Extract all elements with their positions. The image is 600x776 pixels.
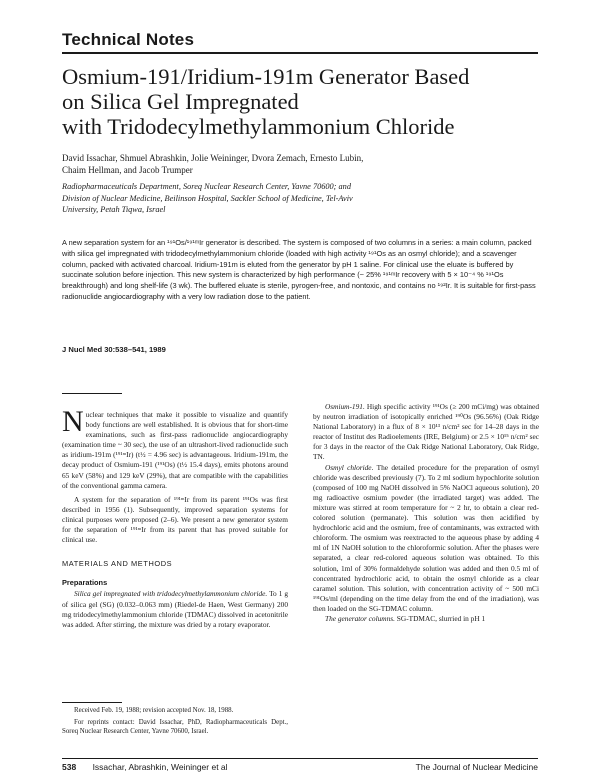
prep-text: To 1 g of silica gel (SG) (0.032–0.063 mm) (Riedel-de Haen, West Germany) 200 mg tridodecylmethylammonium chloride (TDMAC) dissolved in acetonitrile was added. After stirring, the mixture was dried by a rotary evaporator. <box>62 589 288 629</box>
page-footer <box>62 762 538 772</box>
right-column <box>313 402 539 624</box>
author-list <box>62 152 532 176</box>
affiliation <box>62 181 502 216</box>
running-head: Issachar, Abrashkin, Weininger et al <box>92 762 228 772</box>
affiliation-line: Radiopharmaceuticals Department, Soreq Nuclear Research Center, Yavne 70600; and <box>62 182 351 191</box>
preparations-heading: Preparations <box>62 578 108 588</box>
journal-name: The Journal of Nuclear Medicine <box>415 762 538 772</box>
footnote-reprints: For reprints contact: David Issachar, PhD, Radiopharmaceuticals Dept., Soreq Nuclear Research Center, Yavne 70600, Israel. <box>62 718 288 735</box>
prep-paragraph <box>62 589 288 629</box>
generator-lead: The generator columns. <box>325 613 395 623</box>
osmyl-paragraph <box>313 463 539 614</box>
title-line: on Silica Gel Impregnated <box>62 89 299 114</box>
footnotes <box>62 706 288 739</box>
osmyl-text: The detailed procedure for the preparation of osmyl chloride was described previously (7). To 2 ml sodium hypochlorite solution (composed of 100 mg NaOH dissolved in 5% NaOCl aqueous solution), 20 mg radioactive osmium powder (the irradiated target) was added. The mixture was stirred at room temperature for ~ 2 hr, to obtain a clear red-colored solution (permanate). This solution was then acidified by hydrochloric acid and the osmium, free of contaminants, was extracted with chloroform. The osmium was reextracted to the aqueous phase by adding 4 ml of 1N NaOH solution to the chloroformic solution. After the phases were separated, a clear red-colored aqueous solution was obtained. To this solution, 1ml of 30% formaldehyde solution was added and then 0.5 ml of concentrated hydrochloric acid, to obtain the osmyl chloride as a clear caramel solution. This solution, with concentration activity of ~ 500 mCi ¹⁹¹Os/ml (depending on the time delay from the end of the irradiation), was then loaded on the SG-TDMAC column. <box>313 462 539 613</box>
methods-heading: MATERIALS AND METHODS <box>62 559 173 569</box>
top-rule <box>62 52 538 54</box>
left-column <box>62 405 288 630</box>
affiliation-line: University, Petah Tiqwa, Israel <box>62 205 166 214</box>
title-line: Osmium-191/Iridium-191m Generator Based <box>62 64 470 89</box>
osmyl-lead: Osmyl chloride. <box>325 462 374 472</box>
footnote-received: Received Feb. 19, 1988; revision accepted Nov. 18, 1988. <box>74 707 234 714</box>
osmium-lead: Osmium-191. <box>325 402 365 411</box>
intro-text: uclear techniques that make it possible to visualize and quantify body functions are well established. It is obvious that for short-time examinations, such as first-pass radionuclide angiocardiography (examination time ~ 30 sec), the use of an ultrashort-lived radionuclide such as iridium-191m (¹⁹¹ᵐIr) (t½ = 4.96 sec) is advantageous. Iridium-191m, the decay product of Osmium-191 (¹⁹¹Os) (t½ 15.4 days), emits photons around 65 keV (58%) and 129 keV (29%), that are compatible with the capabilities of the conventional gamma camera. <box>62 410 288 490</box>
osmium-text: High specific activity ¹⁹¹Os (≥ 200 mCi/mg) was obtained by neutron irradiation of isotopically enriched ¹⁹⁰Os (96.56%) (Oak Ridge National Laboratory) in a flux of 8 × 10¹³ n/cm² sec for 14–28 days in the reactor of Institut des Radioelements (IRE, Belgium) or 2.5 × 10¹⁵ n/cm² sec for 3 days in the reactor of the Oak Ridge National Laboratory, Oak Ridge, TN. <box>313 402 539 462</box>
section-divider <box>62 393 122 394</box>
drop-cap: N <box>62 405 84 438</box>
intro-paragraph-2: A system for the separation of ¹⁹¹ᵐIr from its parent ¹⁹¹Os was first described in 1956 (1). Subsequently, improved separation systems for clinical purposes were proposed (2–6). We present a new generator system for the separation of ¹⁹¹ᵐIr from its parent that has proved suitable for clinical use. <box>62 494 288 545</box>
generator-text: SG-TDMAC, slurried in pH 1 <box>394 613 486 623</box>
affiliation-line: Division of Nuclear Medicine, Beilinson Hospital, Sackler School of Medicine, Tel-Aviv <box>62 193 353 203</box>
osmium-paragraph <box>313 402 539 463</box>
authors-line: Chaim Hellman, and Jacob Trumper <box>62 165 193 175</box>
footnote-rule <box>62 702 122 703</box>
footer-rule <box>62 758 538 759</box>
abstract: A new separation system for an ¹⁹¹Os/¹⁹¹ᵐIr generator is described. The system is composed of two columns in a series: a main column, packed with silica gel impregnated with tridodecylmethylammonium chloride (loaded with high activity ¹⁹¹Os as an osmyl chloride); and a scavenger column, packed with activated charcoal. Iridium-191m is eluted from the generator by pH 1 saline. For clinical use the eluate is buffered by succinate solution before injection. This new system is characterized by high performance (~ 25% ¹⁹¹ᵐIr recovery with 5 × 10⁻⁴ % ¹⁹¹Os breakthrough) and long shelf-life (3 wk). The buffered eluate is sterile, pyrogen-free, and nontoxic, and contains no ¹⁹²Ir. It is suitable for first-pass radionuclide angiocardiography with a very low radiation dose to the patient. <box>62 238 536 301</box>
citation: J Nucl Med 30:538–541, 1989 <box>62 345 166 354</box>
article-title <box>62 64 542 139</box>
prep-lead: Silica gel impregnated with tridodecylmethylammonium chloride. <box>74 589 268 599</box>
intro-paragraph <box>62 405 288 491</box>
page-number: 538 <box>62 762 77 772</box>
authors-line: David Issachar, Shmuel Abrashkin, Jolie Weininger, Dvora Zemach, Ernesto Lubin, <box>62 153 364 163</box>
generator-paragraph <box>313 614 539 624</box>
section-label: Technical Notes <box>62 30 195 49</box>
title-line: with Tridodecylmethylammonium Chloride <box>62 114 455 139</box>
